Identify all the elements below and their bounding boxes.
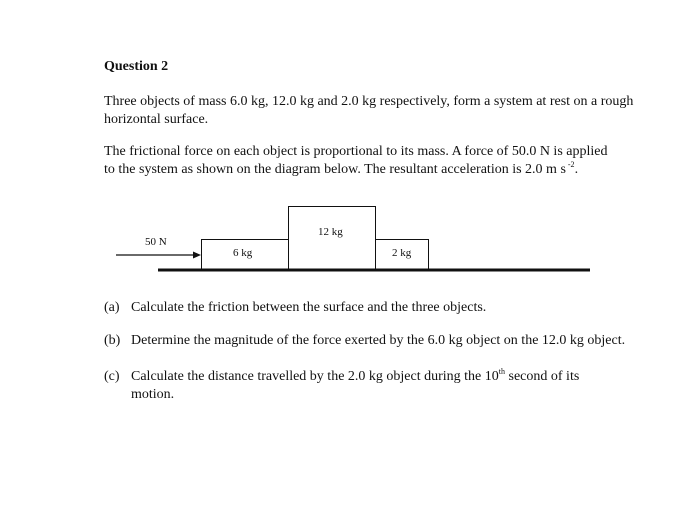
force-arrow-head — [193, 252, 201, 259]
question-title: Question 2 — [104, 59, 169, 74]
block-12kg — [289, 207, 376, 270]
friction-info — [104, 143, 607, 179]
sub-question-a-text: Calculate the friction between the surface and the three objects. — [131, 300, 487, 315]
force-label: 50 N — [145, 236, 167, 248]
friction-line-2 — [104, 161, 607, 179]
sub-question-c-text-end: second of its — [505, 369, 580, 384]
acceleration-unit-exponent: -2 — [565, 160, 575, 169]
sub-question-c-line-2: motion. — [131, 387, 175, 402]
block-12kg-label: 12 kg — [318, 226, 343, 238]
friction-line-2-end: . — [574, 162, 579, 177]
sub-question-c — [104, 368, 579, 404]
question-intro — [104, 93, 633, 129]
block-2kg-label: 2 kg — [392, 247, 412, 259]
sub-question-c-line-1 — [104, 368, 579, 386]
sub-question-b — [104, 332, 625, 350]
sub-question-c-label: (c) — [104, 369, 120, 384]
sub-question-a — [104, 299, 486, 317]
intro-line-2: horizontal surface. — [104, 112, 209, 127]
block-6kg — [202, 240, 289, 270]
friction-line-2-text: to the system as shown on the diagram below. The resultant acceleration is 2.0 m s — [104, 162, 566, 177]
sub-question-a-label: (a) — [104, 300, 120, 315]
sub-question-b-text: Determine the magnitude of the force exerted by the 6.0 kg object on the 12.0 kg object. — [131, 333, 626, 348]
block-6kg-label: 6 kg — [233, 247, 253, 259]
sub-question-c-text: Calculate the distance travelled by the 2.0 kg object during the 10 — [131, 369, 499, 384]
intro-line-1: Three objects of mass 6.0 kg, 12.0 kg and 2.0 kg respectively, form a system at rest on a rough — [104, 94, 634, 109]
ordinal-suffix: th — [498, 367, 506, 376]
friction-line-1: The frictional force on each object is proportional to its mass. A force of 50.0 N is applied — [104, 144, 608, 159]
block-2kg — [376, 240, 429, 270]
sub-question-b-label: (b) — [104, 333, 121, 348]
